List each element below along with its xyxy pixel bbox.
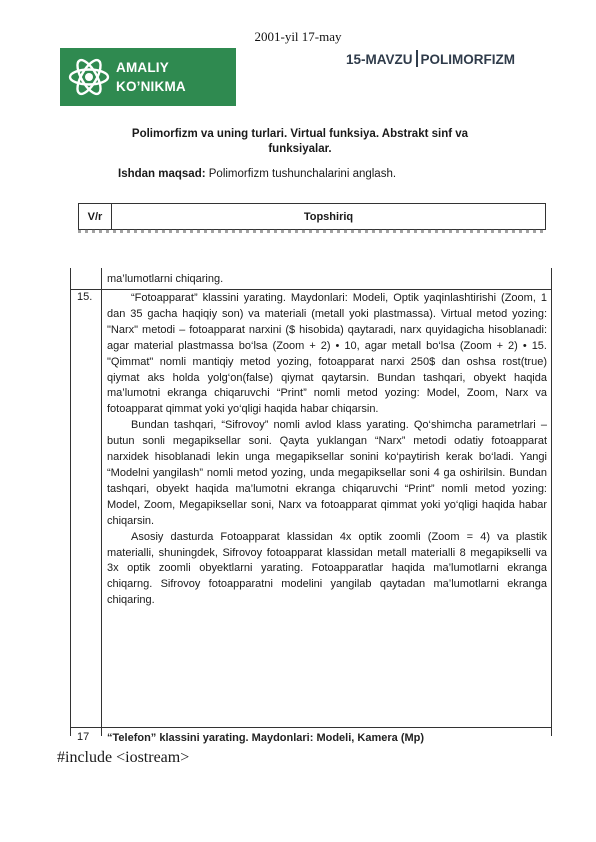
logo-line-1: AMALIY — [116, 60, 169, 75]
page-title: Polimorfizm va uning turlari. Virtual funksiya. Abstrakt sinf va funksiyalar. — [131, 128, 469, 155]
column-header-vr: V/r — [79, 204, 112, 229]
brand-logo — [60, 48, 236, 106]
code-include-line: #include <iostream> — [57, 749, 190, 766]
row-divider — [71, 289, 551, 290]
previous-row-tail: ma’lumotlarni chiqaring. — [107, 273, 224, 285]
next-row-tail: “Telefon” klassini yarating. Maydonlari: Modeli, Kamera (Mp) — [107, 732, 425, 744]
topic-name: POLIMORFIZM — [420, 52, 516, 67]
topic-number: 15-MAVZU — [346, 52, 413, 67]
topic-header — [346, 50, 515, 67]
row-number-15: 15. — [77, 291, 93, 303]
goal-line — [118, 168, 396, 180]
goal-label: Ishdan maqsad: — [118, 168, 206, 180]
page-cut-edge — [78, 229, 546, 233]
task-15-paragraph-3: Asosiy dasturda Fotoapparat klassidan 4x optik zoomli (Zoom = 4) va plastik materialli, shuningdek, Sifrovoy fotoapparat klassidan metall materialli 8 megapikselli va 3x optik zoomli obyektlarni yarating. Fotoapparatlar haqida ma’lumotlarni ekranga chiqarng. Sifrovoy fotoapparatni modelini yangilab qaytadan ma’lumotlarni ekranga chiqaring. — [107, 530, 547, 607]
topic-separator — [416, 50, 418, 67]
column-header-task: Topshiriq — [303, 210, 354, 223]
task-15-text — [107, 291, 547, 609]
task-15-paragraph-2: Bundan tashqari, “Sifrovoy” nomli avlod klass yarating. Qo‘shimcha parametrlari – butun sonli megapiksellar soni. Qayta yuklangan “Narx” metodi odatiy fotoapparat narxidek hisoblanadi lekin unga megapiksellar sonini ko‘paytirish kerak bo‘ladi. Yangi “Modelni yangilash” nomli metod yozing, unda megapiksellar soni 4 ga oshirilsin. Bundan tashqari, obyekt haqida ma’lumotni ekranga chiqaruvchi “Print” nomli metod yozing: Model, Zoom, Megapiksellar soni, Narx va fotoapparat qimmat yoki yo‘qligi haqida habar chiqarsin. — [107, 419, 547, 527]
document-date: 2001-yil 17-may — [254, 29, 342, 44]
row-divider — [71, 727, 551, 728]
column-divider — [101, 268, 102, 736]
task-15-paragraph-1: “Fotoapparat” klassini yarating. Maydonlari: Modeli, Optik yaqinlashtirishi (Zoom, 1 dan 35 gacha haqiqiy son) va materiali (metall yoki plastmassa). Virtual metod yozing: "Narx" metodi – fotoapparat narxini ($ hisobida) qaytaradi, narx quyidagicha hisoblanadi: agar material plastmassa bo‘lsa (Zoom + 2) • 10, agar metall bo‘lsa (Zoom + 2) • 15. "Qimmat" nomli mantiqiy metod yozing, fotoapparat narxi 250$ dan oshsa rost(true) qiymat aks holda yolg‘on(false) qiymat qaytarsin. Bundan tashqari, obyekt haqida ma’lumotni ekranga chiqaruvchi “Print” nomli metod yozing: Model, Zoom, Narx va fotoapparat qimmat yoki yo‘qligi haqida habar chiqarsin. — [107, 292, 547, 416]
atom-icon — [66, 54, 112, 100]
table-header — [78, 203, 546, 230]
row-number-17: 17 — [77, 731, 90, 743]
goal-text: Polimorfizm tushunchalarini anglash. — [205, 168, 397, 180]
task-table-page — [70, 268, 552, 744]
logo-line-2: KO’NIKMA — [116, 79, 186, 94]
